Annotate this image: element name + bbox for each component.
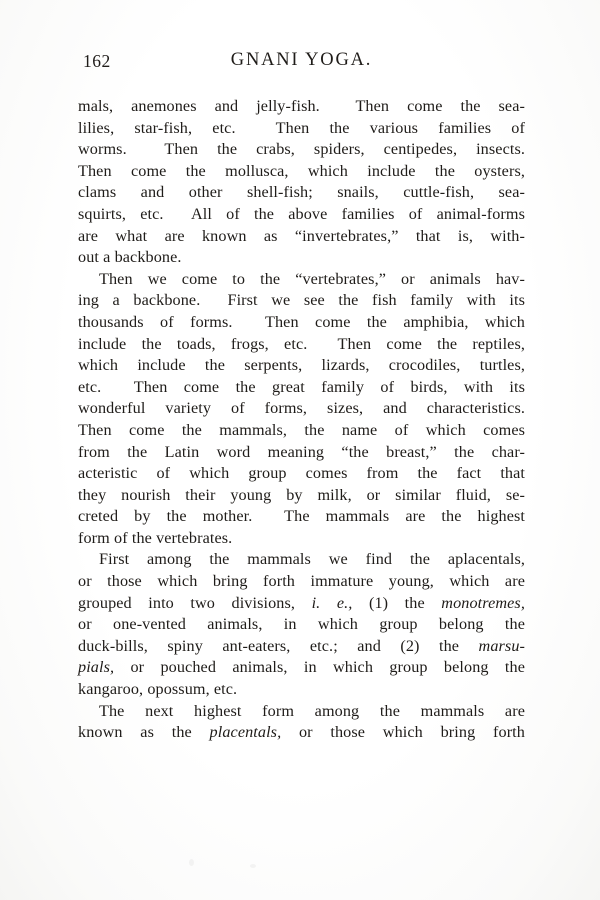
body-text: wonderful variety of forms, sizes, and characteristics. (78, 399, 525, 418)
text-line (78, 290, 525, 312)
body-text: kangaroo, opossum, etc. (78, 680, 238, 699)
body-text: Then come the mammals, the name of which comes (78, 420, 525, 439)
body-text: squirts, etc. All of the above families of animal-forms (78, 204, 525, 223)
italic-text: monotremes, (441, 593, 525, 612)
text-line (78, 657, 525, 679)
body-text: (1) the (352, 593, 442, 612)
text-line (78, 377, 525, 399)
body-text: Then come the mollusca, which include the oysters, (78, 161, 525, 180)
body-text: include the toads, frogs, etc. Then come the reptiles, (78, 334, 525, 353)
text-line (78, 312, 525, 334)
text-line (78, 485, 525, 507)
text-line (78, 247, 525, 269)
body-text: or those which bring forth (281, 723, 525, 742)
body-text: which include the serpents, lizards, crocodiles, turtles, (78, 356, 525, 375)
italic-text: placentals, (209, 723, 282, 742)
paragraph (78, 269, 525, 550)
scan-artifact (250, 864, 256, 868)
body-text: lilies, star-fish, etc. Then the various families of (78, 118, 525, 137)
body-text: Then we come to the “vertebrates,” or animals hav- (99, 269, 525, 288)
text-line (78, 679, 525, 701)
paragraph (78, 549, 525, 700)
text-line (78, 269, 525, 291)
body-text: creted by the mother. The mammals are the highest (78, 507, 525, 526)
body-text: out a backbone. (78, 248, 182, 267)
body-text: grouped into two divisions, (78, 593, 312, 612)
body-text: thousands of forms. Then come the amphibia, which (78, 312, 525, 331)
text-line (78, 463, 525, 485)
body-text: mals, anemones and jelly-fish. Then come the sea- (78, 97, 525, 115)
body-text: worms. Then the crabs, spiders, centipedes, insects. (78, 140, 525, 159)
body-text: ing a backbone. First we see the fish family with its (78, 291, 525, 310)
body-text: The next highest form among the mammals are (99, 701, 525, 720)
text-line (78, 636, 525, 658)
text-line (78, 420, 525, 442)
body-text: known as the (78, 723, 210, 742)
text-line (78, 528, 525, 550)
body-text: form of the vertebrates. (78, 528, 233, 547)
text-line (78, 334, 525, 356)
body-text: or those which bring forth immature young, which are (78, 572, 525, 591)
text-line (78, 139, 525, 161)
paragraph (78, 96, 525, 269)
text-line (78, 226, 525, 248)
text-line (78, 118, 525, 140)
page-header (78, 51, 525, 73)
running-header-title: GNANI YOGA. (230, 50, 373, 70)
text-line (78, 398, 525, 420)
text-line (78, 506, 525, 528)
italic-text: marsu- (478, 636, 525, 655)
body-text: acteristic of which group comes from the fact that (78, 464, 525, 483)
text-line (78, 593, 525, 615)
text-line (78, 722, 525, 744)
body-text: or one-vented animals, in which group belong the (78, 615, 525, 634)
italic-text: pials, (78, 658, 115, 677)
text-line (78, 204, 525, 226)
text-line (78, 701, 525, 723)
italic-text: i. e., (311, 593, 353, 612)
body-text: etc. Then come the great family of birds, with its (78, 377, 525, 396)
body-text: or pouched animals, in which group belong the (114, 658, 525, 677)
text-line (78, 161, 525, 183)
text-line (78, 442, 525, 464)
page-number: 162 (83, 51, 111, 71)
text-line (78, 182, 525, 204)
text-line (78, 571, 525, 593)
body-text: from the Latin word meaning “the breast,” the char- (78, 442, 525, 461)
text-block (78, 96, 525, 744)
body-text: First among the mammals we find the aplacentals, (99, 550, 525, 569)
body-text: duck-bills, spiny ant-eaters, etc.; and (2) the (78, 636, 479, 655)
text-line (78, 355, 525, 377)
text-line (78, 96, 525, 118)
paragraph (78, 701, 525, 744)
text-line (78, 614, 525, 636)
scan-artifact (189, 859, 194, 866)
body-text: are what are known as “invertebrates,” that is, with- (78, 226, 525, 245)
body-text: they nourish their young by milk, or similar fluid, se- (78, 485, 525, 504)
text-line (78, 549, 525, 571)
body-text: clams and other shell-fish; snails, cuttle-fish, sea- (78, 183, 525, 202)
